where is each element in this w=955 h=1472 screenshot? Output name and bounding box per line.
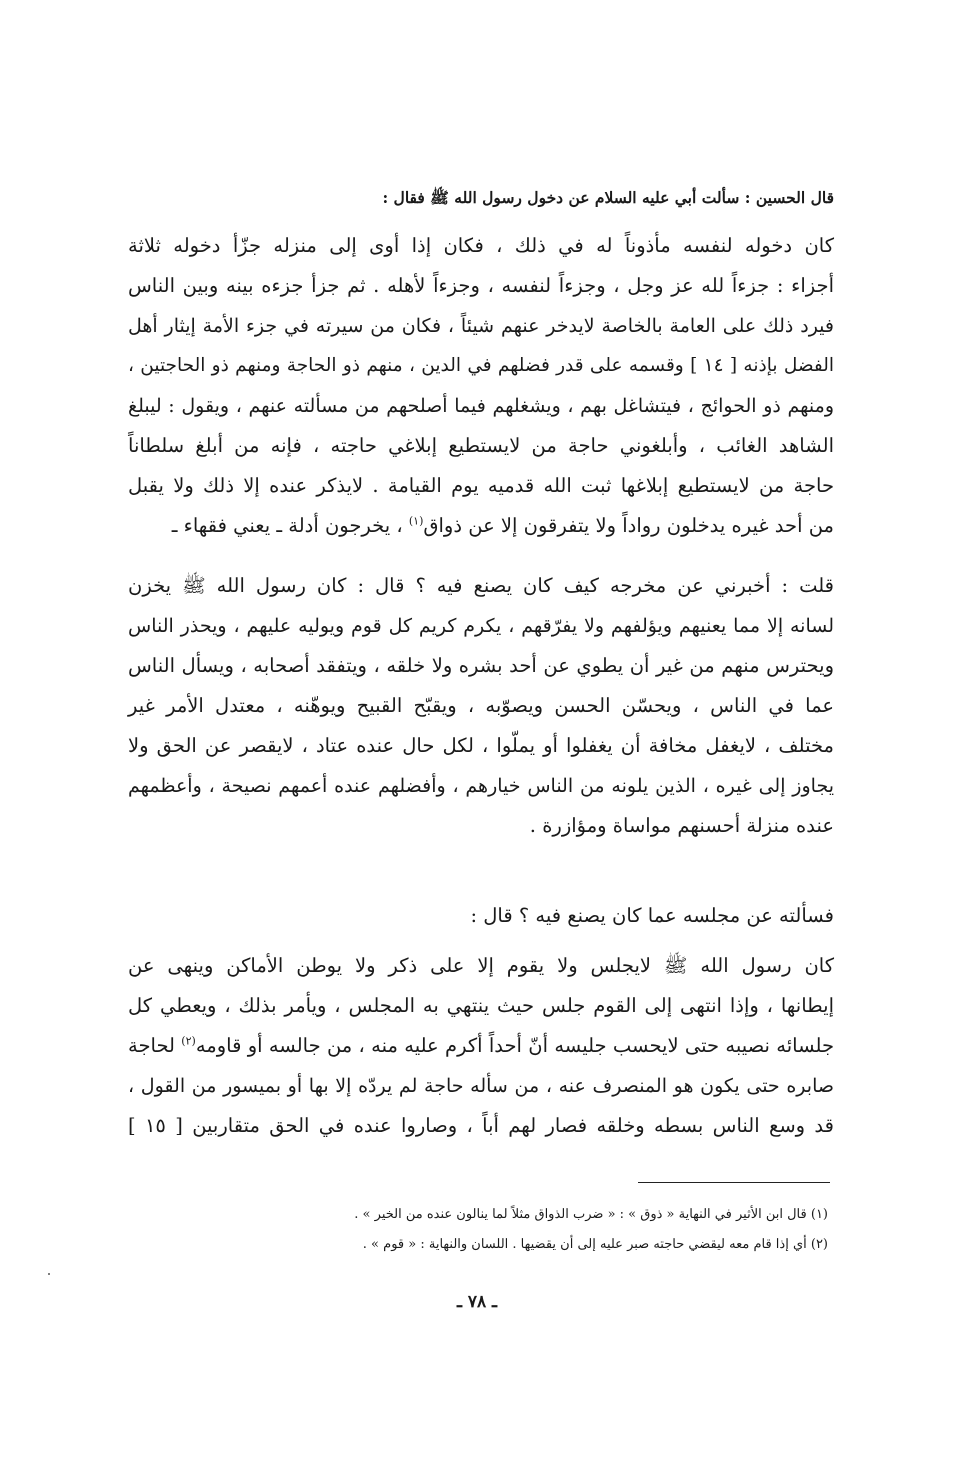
paragraph-line: كان دخوله لنفسه مأذوناً له في ذلك ، فكان إذا أوى إلى منزله جزّأ دخوله ثلاثة — [128, 234, 834, 257]
paragraph-line: مختلف ، لايغفل مخافة أن يغفلوا أو يملّوا ، لكل حال عنده عتاد ، لايقصر عن الحق ولا — [128, 734, 834, 757]
paragraph-line: كان رسول الله ﷺ لايجلس ولا يقوم إلا على ذكر ولا يوطن الأماكن وينهى عن — [128, 954, 834, 977]
paragraph-line-with-footnote — [128, 506, 834, 546]
paragraph-4 — [128, 946, 834, 1146]
scan-speck — [48, 1273, 50, 1275]
footnote-1: (١) قال ابن الأثير في النهاية « ذوق » : « ضرب الذواق مثلاً لما ينالون عنده من الخير » . — [354, 1207, 828, 1222]
paragraph-line: فسألته عن مجلسه عما كان يصنع فيه ؟ قال : — [470, 904, 834, 927]
paragraph-line: يجاوز إلى غيره ، الذين يلونه من الناس خيارهم ، وأفضلهم عنده أعمهم نصيحة ، وأعظمهم — [128, 775, 834, 797]
paragraph-line: ومنهم ذو الحوائج ، فيتشاغل بهم ، ويشغلهم فيما أصلحهم من مسألته عنهم ، ويقول : ليبلغ — [128, 395, 834, 417]
paragraph-line: لسانه إلا مما يعنيهم ويؤلفهم ولا يفرّقهم ، يكرم كريم كل قوم ويوليه عليهم ، ويحذر الناس — [128, 615, 834, 637]
paragraph-line: قلت : أخبرني عن مخرجه كيف كان يصنع فيه ؟ قال : كان رسول الله ﷺ يخزن — [128, 574, 834, 597]
paragraph-line-with-footnote — [128, 1026, 834, 1066]
line-text: من أحد غيره يدخلون رواداً ولا يتفرقون إلا عن ذواق — [423, 514, 834, 537]
paragraph-line: الشاهد الغائب ، وأبلغوني حاجة من لايستطيع إبلاغي حاجته ، فإنه من أبلغ سلطاناً — [128, 434, 834, 457]
paragraph-3 — [128, 896, 834, 936]
paragraph-line: الفضل بإذنه [ ١٤ ] وقسمه على قدر فضلهم في الدين ، منهم ذو الحاجة ومنهم ذو الحاجتين ، — [128, 355, 835, 376]
paragraph-line: أجزاء : جزءاً لله عز وجل ، وجزءاً لنفسه ، وجزءاً لأهله . ثم جزأ جزءه بينه وبين الناس — [128, 274, 834, 297]
footnote-ref-2: (٢) — [181, 1034, 196, 1048]
paragraph-line: فيرد ذلك على العامة بالخاصة لايدخر عنهم شيئاً ، فكان من سيرته في جزء الأمة إيثار أهل — [128, 315, 834, 337]
footnote-2: (٢) أي إذا قام معه ليقضي حاجته صبر عليه إلى أن يقضيها . اللسان والنهاية : « قوم » . — [362, 1237, 828, 1252]
section-heading: قال الحسين : سألت أبي عليه السلام عن دخول رسول الله ﷺ فقال : — [382, 188, 834, 207]
line-text: جلسائه نصيبه حتى لايحسب جليسه أنّ أحداً أكرم عليه منه ، من جالسه أو قاومه — [195, 1034, 834, 1057]
line-text: لحاجة — [128, 1034, 182, 1057]
paragraph-line: عما في الناس ، ويحسّن الحسن ويصوّبه ، ويقبّح القبيح ويوهّنه ، معتدل الأمر غير — [128, 694, 834, 717]
footnotes — [200, 1200, 828, 1260]
footnote-ref-1: (١) — [408, 514, 424, 528]
paragraph-line: قد وسع الناس بسطه وخلقه فصار لهم أباً ، وصاروا عنده في الحق متقاربين [ ١٥ ] — [128, 1114, 834, 1137]
paragraph-1 — [128, 226, 834, 546]
footnote-divider — [638, 1182, 830, 1183]
line-text: ، يخرجون أدلة ـ يعني فقهاء ـ — [171, 514, 409, 537]
page-number: ـ ٧٨ ـ — [456, 1292, 498, 1312]
paragraph-line: صابره حتى يكون هو المنصرف عنه ، من سأله حاجة لم يردّه إلا بها أو بميسور من القول ، — [128, 1075, 834, 1097]
paragraph-line: عنده منزلة أحسنهم مواساة ومؤازرة . — [529, 814, 834, 837]
paragraph-line: إيطانها ، وإذا انتهى إلى القوم جلس حيث ينتهي به المجلس ، ويأمر بذلك ، ويعطي كل — [128, 994, 834, 1017]
section-heading-block — [128, 186, 834, 210]
paragraph-line: حاجة من لايستطيع إبلاغها ثبت الله قدميه يوم القيامة . لايذكر عنده إلا ذلك ولا يقبل — [128, 474, 834, 497]
paragraph-2 — [128, 566, 834, 846]
paragraph-line: ويحترس منهم من غير أن يطوي عن أحد بشره ولا خلقه ، ويتفقد أصحابه ، ويسأل الناس — [128, 654, 834, 677]
